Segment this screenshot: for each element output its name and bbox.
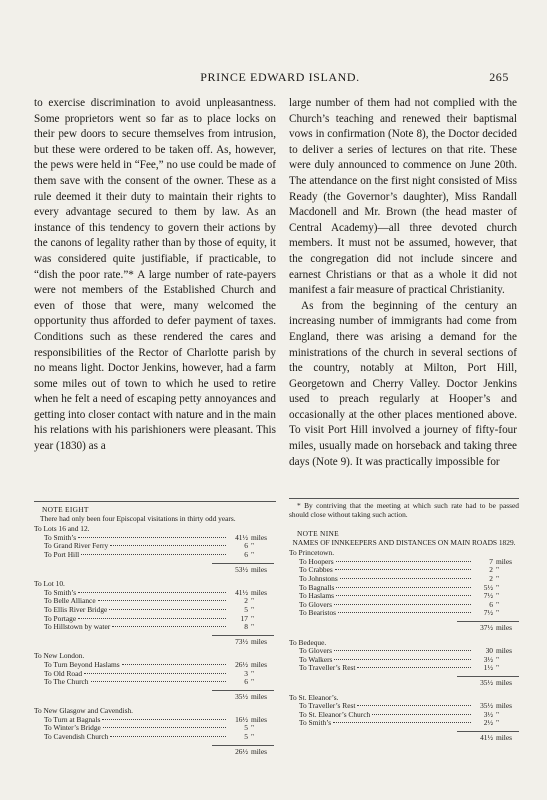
row-distance: 2 (489, 565, 493, 575)
leader-dots (84, 673, 226, 674)
group-destination: To Lots 16 and 12. (34, 524, 90, 534)
total-unit: miles (251, 636, 268, 646)
row-unit: miles (496, 701, 513, 711)
row-unit: " (496, 709, 500, 719)
leader-dots (340, 578, 471, 579)
table-row (34, 551, 274, 560)
row-label: To Walkers (299, 654, 333, 664)
left-distance-tables (34, 525, 274, 756)
total-unit: miles (496, 622, 513, 632)
row-unit: " (496, 718, 500, 728)
row-label: To Glovers (299, 646, 332, 656)
total-distance: 41½ (480, 732, 493, 742)
row-unit: miles (251, 714, 268, 724)
row-distance: 6 (489, 599, 493, 609)
row-unit: " (251, 723, 255, 733)
leader-dots (336, 595, 471, 596)
row-unit: " (496, 654, 500, 664)
row-unit: " (251, 596, 255, 606)
distance-group (34, 580, 274, 646)
running-title: PRINCE EDWARD ISLAND. (200, 70, 360, 84)
leader-dots (98, 600, 226, 601)
row-distance: 7½ (483, 591, 493, 601)
distance-group (289, 549, 519, 632)
group-total (289, 676, 519, 688)
distance-group (289, 639, 519, 688)
row-unit: " (496, 663, 500, 673)
row-label: To Smith’s (44, 587, 77, 597)
row-unit: miles (251, 532, 268, 542)
note-nine-block (289, 530, 519, 742)
row-unit: " (251, 668, 255, 678)
leader-dots (336, 561, 471, 562)
note-eight-block (34, 506, 274, 756)
row-distance: 6 (244, 541, 248, 551)
row-label: To Grand River Ferry (44, 541, 109, 551)
row-distance: 17 (240, 613, 248, 623)
leader-dots (102, 719, 226, 720)
group-total (34, 745, 274, 757)
row-unit: " (496, 599, 500, 609)
row-distance: 1½ (483, 663, 493, 673)
table-row (34, 733, 274, 742)
row-label: To The Church (44, 677, 89, 687)
row-distance: 6 (244, 549, 248, 559)
row-unit: " (251, 622, 255, 632)
page-number: 265 (489, 70, 509, 84)
leader-dots (78, 537, 226, 538)
row-unit: " (251, 732, 255, 742)
total-distance: 35½ (480, 677, 493, 687)
row-distance: 5 (244, 604, 248, 614)
note-eight-title: NOTE EIGHT (42, 505, 89, 514)
group-total (34, 563, 274, 575)
note-nine-title: NOTE NINE (297, 529, 339, 538)
total-distance: 26½ (235, 746, 248, 756)
row-distance: 2 (244, 596, 248, 606)
total-unit: miles (251, 564, 268, 574)
leader-dots (78, 592, 226, 593)
row-distance: 2½ (483, 718, 493, 728)
row-label: To Hoopers (299, 556, 334, 566)
row-distance: 35½ (480, 701, 493, 711)
row-label: To Smith’s (44, 532, 77, 542)
table-row (34, 678, 274, 687)
row-distance: 8 (244, 622, 248, 632)
row-label: To Portage (44, 613, 77, 623)
leader-dots (357, 705, 471, 706)
row-distance: 41½ (235, 532, 248, 542)
leader-dots (110, 545, 226, 546)
row-label: To Turn at Bagnals (44, 714, 101, 724)
leader-dots (335, 569, 471, 570)
group-total (289, 731, 519, 743)
row-label: To Belle Alliance (44, 596, 96, 606)
row-unit: " (496, 608, 500, 618)
left-column (34, 96, 276, 455)
left-paragraph-1: to exercise discrimination to avoid unpleasantness. Some proprietors went so far as to place locks on their pew doors to secure themselves from intrusion, but these were ordered to be taken off. As, however, the pews were held in “Fee,” no use could be made of them save with the consent of the owner. These as a rule deemed it their duty to maintain their rights to every advantage secured to them by law. As an instance of this tendency to govern their actions by the canons of legality rather than by those of equity, it was considered quite justifiable, if practicable, to “dish the poor rate.”* A large number of rate-payers were not members of the Established Church and even of those that were, many welcomed the opportunity thus afforded to defer payment of taxes. Conditions such as these rendered the cares and responsibilities of the Rector of Charlotte parish by no means light. Doctor Jenkins, however, had a farm some miles out of town to which he used to retire when he felt a need of escaping petty annoyances and getting into closer contact with nature and in the main his relations with his parishioners were pleasant. This year (1830) as a (34, 97, 276, 453)
group-destination: To Lot 10. (34, 579, 65, 589)
leader-dots (110, 736, 226, 737)
row-distance: 16½ (235, 714, 248, 724)
group-destination: To Princetown. (289, 548, 335, 558)
table-row (289, 609, 519, 618)
total-distance: 35½ (235, 691, 248, 701)
row-distance: 41½ (235, 587, 248, 597)
row-label: To Cavendish Church (44, 732, 109, 742)
right-paragraph-1: large number of them had not complied with the Church’s teaching and renewed their baptismal vows in confirmation (Note 8), the Doctor decided to deliver a series of lectures on that rite. These were duly announced to commence on June 20th. The attendance on the first night consisted of Miss Ready (the Governor’s daughter), Miss Randall Macdonell and Mr. Brown (the head master of Central Academy)—all three devoted church members. It must not be assumed, however, that the congregation did not include sincere and earnest Christians or that as a whole it did not manifest a fair measure of practical Christianity. (289, 97, 517, 297)
group-destination: To New Glasgow and Cavendish. (34, 706, 134, 716)
leader-dots (81, 554, 226, 555)
footnote (289, 502, 519, 519)
row-label: To Bearistos (299, 608, 337, 618)
note-nine-subtitle: NAMES OF INNKEEPERS AND DISTANCES ON MAIN ROADS 1829. (292, 537, 516, 547)
row-label: To St. Eleanor’s Church (299, 709, 371, 719)
total-distance: 73½ (235, 636, 248, 646)
row-distance: 5 (244, 723, 248, 733)
row-unit: " (496, 565, 500, 575)
group-total (34, 635, 274, 647)
group-total (289, 621, 519, 633)
leader-dots (334, 650, 471, 651)
row-unit: " (496, 591, 500, 601)
table-row (289, 719, 519, 728)
leader-dots (338, 612, 471, 613)
note-eight-intro: There had only been four Episcopal visitations in thirty odd years. (40, 513, 236, 523)
row-distance: 3 (244, 668, 248, 678)
leader-dots (334, 659, 471, 660)
row-label: To Port Hill (44, 549, 80, 559)
total-unit: miles (251, 746, 268, 756)
row-distance: 5½ (483, 582, 493, 592)
table-row (289, 664, 519, 673)
group-destination: To Bedeque. (289, 637, 327, 647)
leader-dots (336, 587, 471, 588)
row-unit: " (251, 677, 255, 687)
total-unit: miles (496, 677, 513, 687)
leader-dots (112, 626, 226, 627)
leader-dots (91, 681, 226, 682)
row-distance: 26½ (235, 659, 248, 669)
row-label: To Traveller’s Rest (299, 701, 356, 711)
distance-group (34, 652, 274, 701)
row-distance: 3½ (483, 654, 493, 664)
table-row (34, 623, 274, 632)
leader-dots (109, 609, 226, 610)
leader-dots (372, 714, 471, 715)
right-paragraph-2: As from the beginning of the century an increasing number of immigrants had come from England, there was arising a demand for the ministrations of the church in several sections of the country, notably at Milton, Port Hill, Georgetown and Cherry Valley. Doctor Jenkins used to preach regularly at Hooper’s and occasionally at the other places mentioned above. To visit Port Hill involved a journey of fifty-four miles, usually made on horseback and taking three days (Note 9). It was practically impossible for (289, 299, 517, 468)
row-label: To Winter’s Bridge (44, 723, 101, 733)
row-unit: miles (251, 659, 268, 669)
row-distance: 30 (485, 646, 493, 656)
leader-dots (333, 722, 471, 723)
distance-group (34, 707, 274, 756)
row-distance: 7½ (483, 608, 493, 618)
total-distance: 53½ (235, 564, 248, 574)
row-distance: 5 (244, 732, 248, 742)
row-unit: " (496, 573, 500, 583)
leader-dots (122, 664, 226, 665)
row-label: To Old Road (44, 668, 83, 678)
right-column (289, 96, 517, 470)
row-distance: 3½ (483, 709, 493, 719)
distance-group (289, 694, 519, 743)
group-destination: To St. Eleanor’s. (289, 692, 339, 702)
left-rule (34, 501, 276, 502)
row-distance: 2 (489, 573, 493, 583)
row-label: To Johnstons (299, 573, 338, 583)
leader-dots (334, 604, 471, 605)
row-unit: miles (251, 587, 268, 597)
row-label: To Crabbes (299, 565, 333, 575)
row-unit: miles (496, 646, 513, 656)
leader-dots (357, 667, 471, 668)
row-label: To Haslams (299, 591, 334, 601)
row-label: To Bagnalls (299, 582, 335, 592)
row-unit: " (251, 541, 255, 551)
row-unit: " (251, 604, 255, 614)
distance-group (34, 525, 274, 574)
row-distance: 7 (489, 556, 493, 566)
row-unit: " (251, 549, 255, 559)
total-unit: miles (251, 691, 268, 701)
right-distance-tables (289, 549, 519, 742)
group-destination: To New London. (34, 651, 85, 661)
row-label: To Glovers (299, 599, 332, 609)
row-label: To Turn Beyond Haslams (44, 659, 120, 669)
row-label: To Smith’s (299, 718, 332, 728)
group-total (34, 690, 274, 702)
row-label: To Hillstown by water (44, 622, 111, 632)
row-distance: 6 (244, 677, 248, 687)
row-label: To Ellis River Bridge (44, 604, 108, 614)
right-rule (289, 498, 519, 499)
total-unit: miles (496, 732, 513, 742)
leader-dots (78, 618, 226, 619)
leader-dots (103, 727, 226, 728)
row-unit: miles (496, 556, 513, 566)
footnote-text: * By contriving that the meeting at which such rate had to be passed should close without taking such action. (289, 501, 519, 519)
row-unit: " (496, 582, 500, 592)
row-label: To Traveller’s Rest (299, 663, 356, 673)
row-unit: " (251, 613, 255, 623)
total-distance: 37½ (480, 622, 493, 632)
